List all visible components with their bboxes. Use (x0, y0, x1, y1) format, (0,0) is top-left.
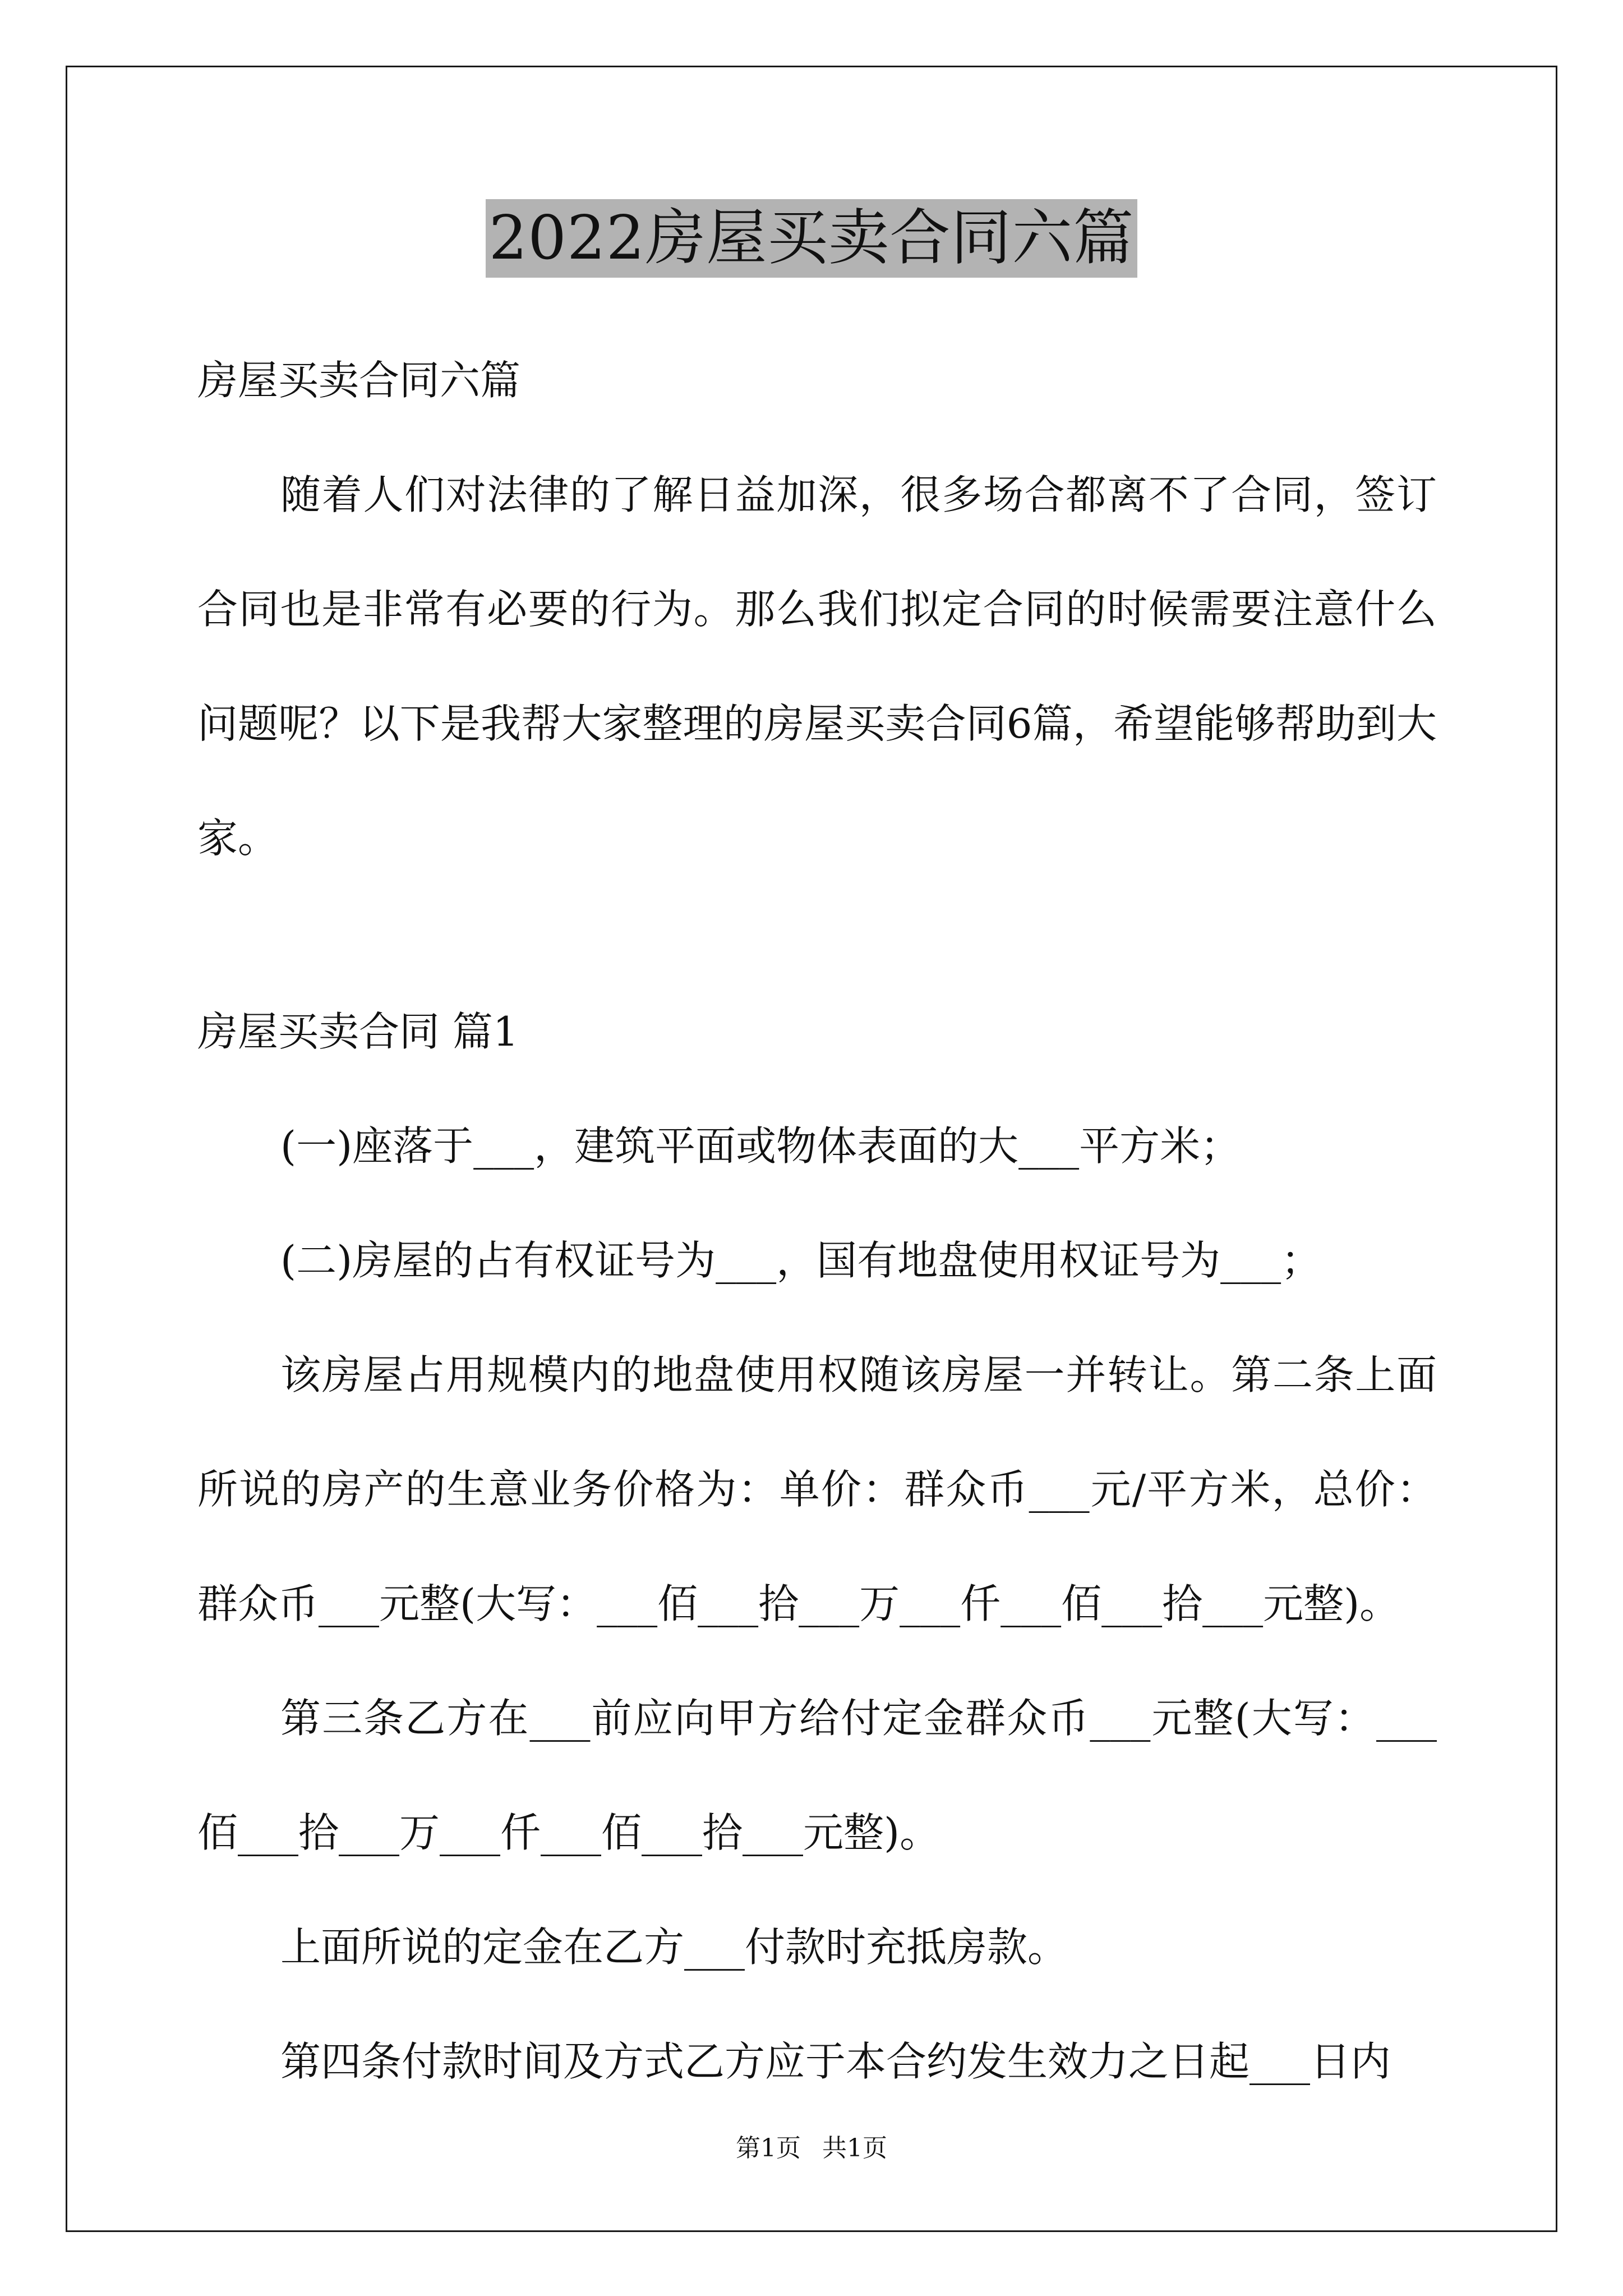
clause-paragraph: 第三条乙方在___前应向甲方给付定金群众币___元整(大写：___佰___拾___万___仟___佰___拾___元整)。 (197, 1695, 1437, 1856)
section-title: 房屋买卖合同 篇1 (197, 1008, 519, 1055)
clause-paragraph: 上面所说的定金在乙方___付款时充抵房款。 (280, 1924, 1068, 1971)
clause-paragraph: 第四条付款时间及方式乙方应于本合约发生效力之日起___日内 (280, 2038, 1391, 2085)
clause-list (197, 1089, 1437, 2119)
page-footer (0, 2132, 1623, 2165)
clause-paragraph: 该房屋占用规模内的地盘使用权随该房屋一并转让。第二条上面所说的房产的生意业务价格为：单价：群众币___元/平方米，总价：群众币___元整(大写：___佰___拾___万___仟___佰___拾___元整)。 (197, 1351, 1437, 1627)
document-title: 2022房屋买卖合同六篇 (486, 199, 1138, 278)
clause-paragraph: (二)房屋的占有权证号为___，国有地盘使用权证号为___； (280, 1237, 1322, 1284)
title-container (0, 199, 1623, 278)
intro-paragraph: 随着人们对法律的了解日益加深，很多场合都离不了合同，签订合同也是非常有必要的行为。那么我们拟定合同的时候需要注意什么问题呢？以下是我帮大家整理的房屋买卖合同6篇，希望能够帮助到大家。 (197, 471, 1437, 862)
clause-paragraph: (一)座落于___，建筑平面或物体表面的大___平方米； (280, 1122, 1241, 1170)
page-total: 共1页 (822, 2134, 887, 2162)
page-number: 第1页 (736, 2134, 801, 2162)
document-subtitle: 房屋买卖合同六篇 (197, 357, 521, 404)
